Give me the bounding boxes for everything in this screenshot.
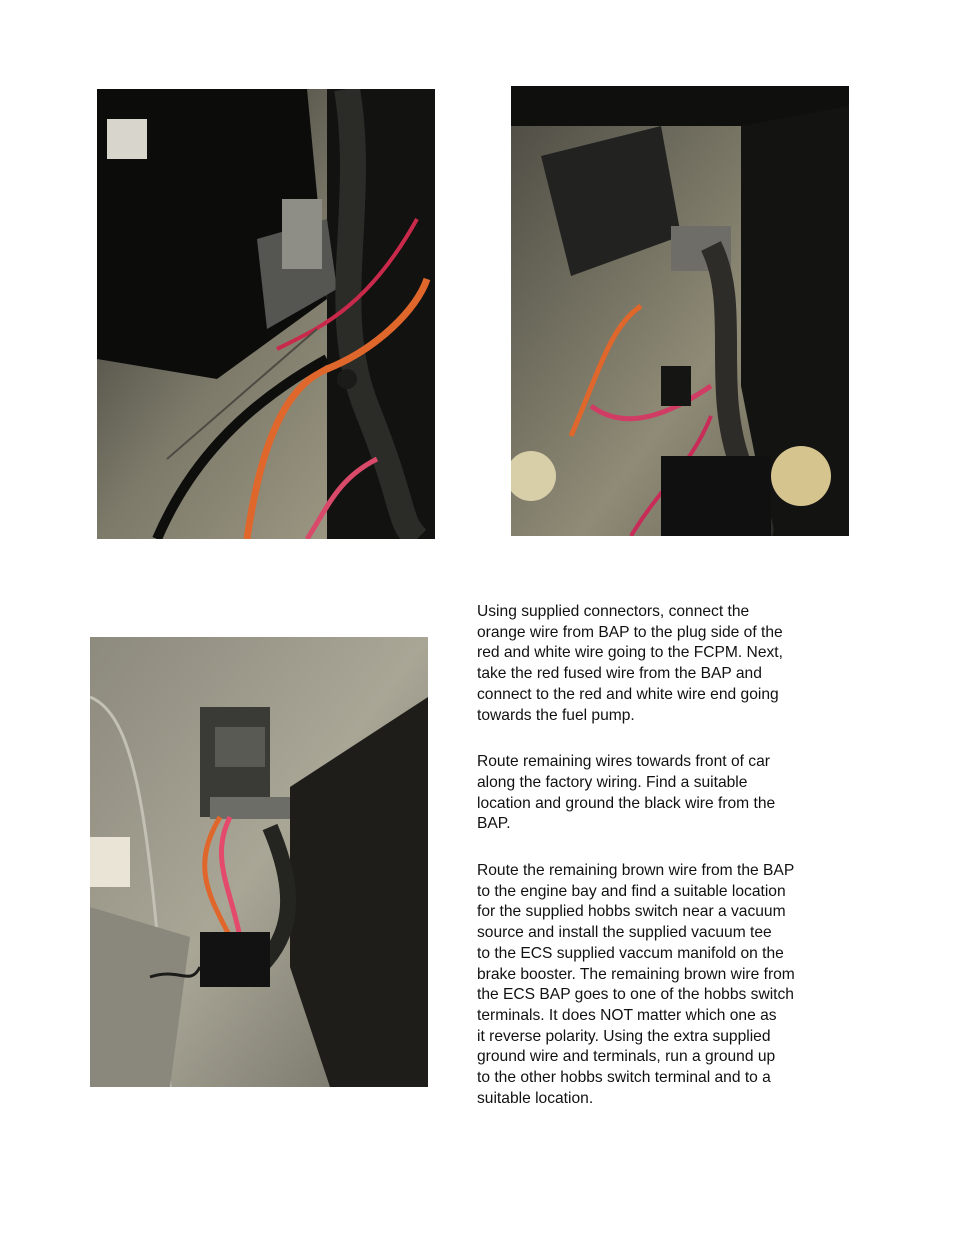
wiring-photo-fuse-and-connector xyxy=(511,86,849,536)
photo-illustration xyxy=(511,86,849,536)
photo-illustration xyxy=(90,637,428,1087)
wiring-photo-fcpm-connector xyxy=(97,89,435,539)
wiring-photo-bap-module xyxy=(90,637,428,1087)
instruction-paragraph-1: Using supplied connectors, connect the orange wire from BAP to the plug side of the red and white wire going to the FCPM. Next, take the red fused wire from the BAP and connect to the red and white wire end going towards the fuel pump. xyxy=(477,603,783,724)
instructions-text xyxy=(477,602,837,1135)
instruction-paragraph-2: Route remaining wires towards front of car along the factory wiring. Find a suitable location and ground the black wire from the BAP. xyxy=(477,753,776,833)
photo-illustration xyxy=(97,89,435,539)
instruction-paragraph-3: Route the remaining brown wire from the BAP to the engine bay and find a suitable location for the supplied hobbs switch near a vacuum source and install the supplied vacuum tee to the ECS supplied vaccum manifold on the brake booster. The remaining brown wire from the ECS BAP goes to one of the hobbs switch terminals. It does NOT matter which one as it reverse polarity. Using the extra supplied ground wire and terminals, run a ground up to the other hobbs switch terminal and to a suitable location. xyxy=(477,862,795,1107)
